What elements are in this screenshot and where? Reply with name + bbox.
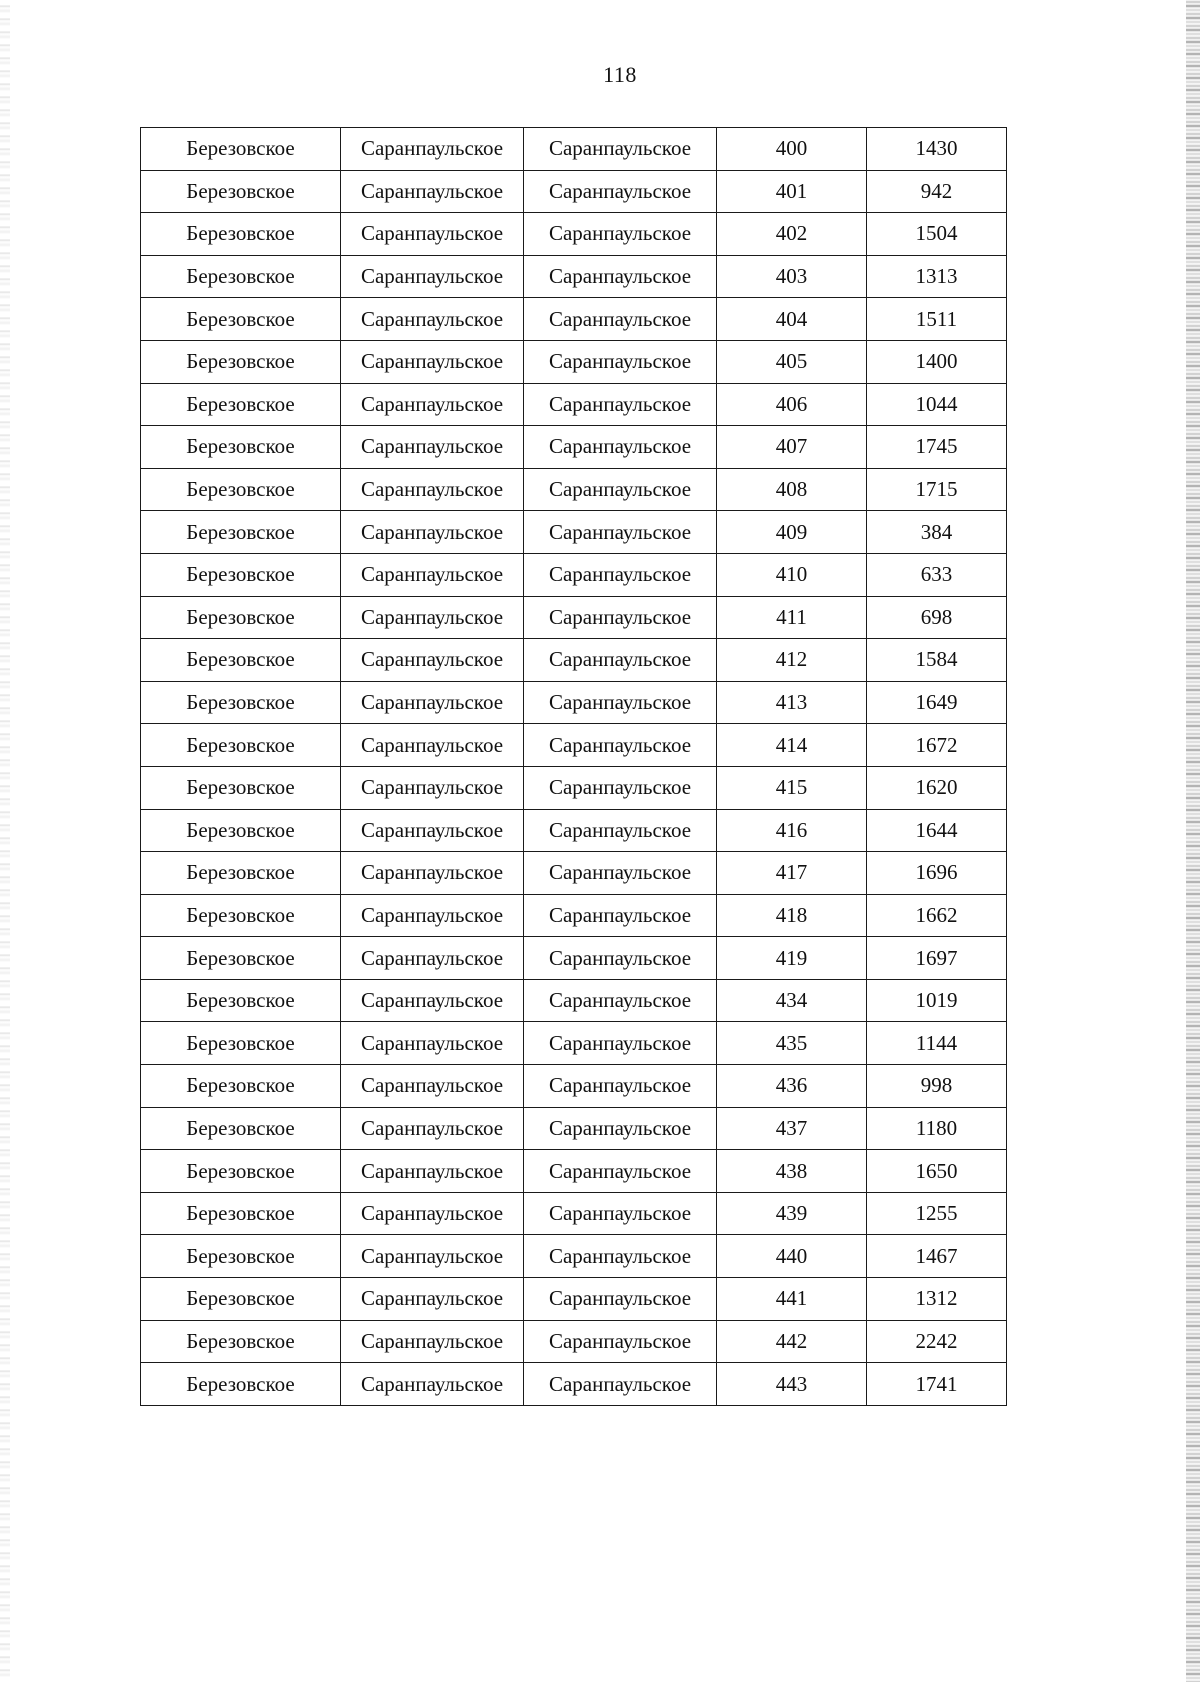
settlement-cell: Саранпаульское xyxy=(341,511,524,554)
value-cell: 1672 xyxy=(867,724,1007,767)
number-cell: 413 xyxy=(717,681,867,724)
locality-cell: Саранпаульское xyxy=(524,596,717,639)
value-cell: 1584 xyxy=(867,639,1007,682)
district-cell: Березовское xyxy=(141,511,341,554)
locality-cell: Саранпаульское xyxy=(524,340,717,383)
district-cell: Березовское xyxy=(141,298,341,341)
settlement-cell: Саранпаульское xyxy=(341,1022,524,1065)
locality-cell: Саранпаульское xyxy=(524,681,717,724)
district-cell: Березовское xyxy=(141,553,341,596)
settlement-cell: Саранпаульское xyxy=(341,213,524,256)
value-cell: 698 xyxy=(867,596,1007,639)
number-cell: 441 xyxy=(717,1278,867,1321)
table-row xyxy=(141,255,1007,298)
scan-edge-right xyxy=(1186,0,1200,1682)
district-cell: Березовское xyxy=(141,766,341,809)
number-cell: 403 xyxy=(717,255,867,298)
settlement-cell: Саранпаульское xyxy=(341,298,524,341)
locality-cell: Саранпаульское xyxy=(524,553,717,596)
district-cell: Березовское xyxy=(141,937,341,980)
settlement-cell: Саранпаульское xyxy=(341,639,524,682)
number-cell: 407 xyxy=(717,426,867,469)
table-row xyxy=(141,1150,1007,1193)
table-row xyxy=(141,979,1007,1022)
locality-cell: Саранпаульское xyxy=(524,511,717,554)
page-number: 118 xyxy=(603,62,637,87)
locality-cell: Саранпаульское xyxy=(524,766,717,809)
district-cell: Березовское xyxy=(141,213,341,256)
locality-cell: Саранпаульское xyxy=(524,809,717,852)
table-body xyxy=(141,128,1007,1406)
value-cell: 1044 xyxy=(867,383,1007,426)
district-cell: Березовское xyxy=(141,852,341,895)
district-cell: Березовское xyxy=(141,809,341,852)
value-cell: 1400 xyxy=(867,340,1007,383)
number-cell: 411 xyxy=(717,596,867,639)
number-cell: 417 xyxy=(717,852,867,895)
district-cell: Березовское xyxy=(141,1022,341,1065)
settlement-cell: Саранпаульское xyxy=(341,553,524,596)
value-cell: 1745 xyxy=(867,426,1007,469)
table-row xyxy=(141,383,1007,426)
table-row xyxy=(141,340,1007,383)
district-cell: Березовское xyxy=(141,639,341,682)
number-cell: 402 xyxy=(717,213,867,256)
table-row xyxy=(141,1235,1007,1278)
number-cell: 412 xyxy=(717,639,867,682)
settlement-cell: Саранпаульское xyxy=(341,1150,524,1193)
table-row xyxy=(141,852,1007,895)
value-cell: 1144 xyxy=(867,1022,1007,1065)
table-row xyxy=(141,724,1007,767)
value-cell: 1312 xyxy=(867,1278,1007,1321)
settlement-cell: Саранпаульское xyxy=(341,128,524,171)
settlement-cell: Саранпаульское xyxy=(341,340,524,383)
district-cell: Березовское xyxy=(141,596,341,639)
locality-cell: Саранпаульское xyxy=(524,426,717,469)
number-cell: 406 xyxy=(717,383,867,426)
value-cell: 998 xyxy=(867,1065,1007,1108)
table-row xyxy=(141,639,1007,682)
value-cell: 1467 xyxy=(867,1235,1007,1278)
locality-cell: Саранпаульское xyxy=(524,937,717,980)
table-row xyxy=(141,298,1007,341)
value-cell: 2242 xyxy=(867,1320,1007,1363)
settlement-cell: Саранпаульское xyxy=(341,1107,524,1150)
value-cell: 1180 xyxy=(867,1107,1007,1150)
number-cell: 401 xyxy=(717,170,867,213)
locality-cell: Саранпаульское xyxy=(524,894,717,937)
settlement-cell: Саранпаульское xyxy=(341,894,524,937)
table-row xyxy=(141,128,1007,171)
number-cell: 415 xyxy=(717,766,867,809)
value-cell: 1255 xyxy=(867,1192,1007,1235)
value-cell: 1649 xyxy=(867,681,1007,724)
value-cell: 1430 xyxy=(867,128,1007,171)
table-row xyxy=(141,681,1007,724)
district-cell: Березовское xyxy=(141,681,341,724)
value-cell: 1715 xyxy=(867,468,1007,511)
settlement-cell: Саранпаульское xyxy=(341,1363,524,1406)
table-row xyxy=(141,894,1007,937)
settlement-cell: Саранпаульское xyxy=(341,1278,524,1321)
district-cell: Березовское xyxy=(141,724,341,767)
locality-cell: Саранпаульское xyxy=(524,724,717,767)
district-cell: Березовское xyxy=(141,340,341,383)
table-row xyxy=(141,213,1007,256)
table-row xyxy=(141,1278,1007,1321)
table-row xyxy=(141,596,1007,639)
settlement-cell: Саранпаульское xyxy=(341,681,524,724)
table-row xyxy=(141,1192,1007,1235)
table-row xyxy=(141,426,1007,469)
district-cell: Березовское xyxy=(141,426,341,469)
locality-cell: Саранпаульское xyxy=(524,1320,717,1363)
value-cell: 1620 xyxy=(867,766,1007,809)
number-cell: 405 xyxy=(717,340,867,383)
locality-cell: Саранпаульское xyxy=(524,383,717,426)
number-cell: 439 xyxy=(717,1192,867,1235)
value-cell: 384 xyxy=(867,511,1007,554)
value-cell: 1650 xyxy=(867,1150,1007,1193)
locality-cell: Саранпаульское xyxy=(524,979,717,1022)
settlement-cell: Саранпаульское xyxy=(341,255,524,298)
settlement-cell: Саранпаульское xyxy=(341,383,524,426)
district-cell: Березовское xyxy=(141,1150,341,1193)
locality-cell: Саранпаульское xyxy=(524,1022,717,1065)
table-row xyxy=(141,1107,1007,1150)
number-cell: 400 xyxy=(717,128,867,171)
settlement-cell: Саранпаульское xyxy=(341,937,524,980)
number-cell: 416 xyxy=(717,809,867,852)
settlement-cell: Саранпаульское xyxy=(341,979,524,1022)
value-cell: 1662 xyxy=(867,894,1007,937)
district-cell: Березовское xyxy=(141,1363,341,1406)
value-cell: 1741 xyxy=(867,1363,1007,1406)
number-cell: 443 xyxy=(717,1363,867,1406)
district-cell: Березовское xyxy=(141,255,341,298)
district-cell: Березовское xyxy=(141,979,341,1022)
district-cell: Березовское xyxy=(141,1320,341,1363)
data-table xyxy=(140,127,1007,1406)
settlement-cell: Саранпаульское xyxy=(341,170,524,213)
locality-cell: Саранпаульское xyxy=(524,298,717,341)
settlement-cell: Саранпаульское xyxy=(341,809,524,852)
locality-cell: Саранпаульское xyxy=(524,1363,717,1406)
settlement-cell: Саранпаульское xyxy=(341,468,524,511)
number-cell: 442 xyxy=(717,1320,867,1363)
value-cell: 1019 xyxy=(867,979,1007,1022)
district-cell: Березовское xyxy=(141,1235,341,1278)
number-cell: 434 xyxy=(717,979,867,1022)
locality-cell: Саранпаульское xyxy=(524,1278,717,1321)
table-row xyxy=(141,766,1007,809)
table-row xyxy=(141,511,1007,554)
locality-cell: Саранпаульское xyxy=(524,1150,717,1193)
table-row xyxy=(141,170,1007,213)
value-cell: 1697 xyxy=(867,937,1007,980)
settlement-cell: Саранпаульское xyxy=(341,1192,524,1235)
number-cell: 436 xyxy=(717,1065,867,1108)
district-cell: Березовское xyxy=(141,1107,341,1150)
number-cell: 437 xyxy=(717,1107,867,1150)
table-row xyxy=(141,468,1007,511)
locality-cell: Саранпаульское xyxy=(524,255,717,298)
locality-cell: Саранпаульское xyxy=(524,639,717,682)
settlement-cell: Саранпаульское xyxy=(341,724,524,767)
settlement-cell: Саранпаульское xyxy=(341,426,524,469)
locality-cell: Саранпаульское xyxy=(524,1235,717,1278)
value-cell: 1644 xyxy=(867,809,1007,852)
locality-cell: Саранпаульское xyxy=(524,128,717,171)
settlement-cell: Саранпаульское xyxy=(341,852,524,895)
value-cell: 1504 xyxy=(867,213,1007,256)
table-row xyxy=(141,1320,1007,1363)
settlement-cell: Саранпаульское xyxy=(341,1235,524,1278)
settlement-cell: Саранпаульское xyxy=(341,596,524,639)
settlement-cell: Саранпаульское xyxy=(341,1065,524,1108)
locality-cell: Саранпаульское xyxy=(524,852,717,895)
value-cell: 1313 xyxy=(867,255,1007,298)
district-cell: Березовское xyxy=(141,1065,341,1108)
scan-edge-left xyxy=(0,0,10,1682)
number-cell: 404 xyxy=(717,298,867,341)
settlement-cell: Саранпаульское xyxy=(341,1320,524,1363)
district-cell: Березовское xyxy=(141,170,341,213)
number-cell: 440 xyxy=(717,1235,867,1278)
number-cell: 410 xyxy=(717,553,867,596)
district-cell: Березовское xyxy=(141,1278,341,1321)
locality-cell: Саранпаульское xyxy=(524,213,717,256)
number-cell: 418 xyxy=(717,894,867,937)
table-row xyxy=(141,937,1007,980)
number-cell: 414 xyxy=(717,724,867,767)
locality-cell: Саранпаульское xyxy=(524,1192,717,1235)
table-row xyxy=(141,1022,1007,1065)
value-cell: 1696 xyxy=(867,852,1007,895)
locality-cell: Саранпаульское xyxy=(524,1107,717,1150)
value-cell: 633 xyxy=(867,553,1007,596)
locality-cell: Саранпаульское xyxy=(524,468,717,511)
number-cell: 408 xyxy=(717,468,867,511)
district-cell: Березовское xyxy=(141,383,341,426)
table-row xyxy=(141,553,1007,596)
number-cell: 435 xyxy=(717,1022,867,1065)
settlement-cell: Саранпаульское xyxy=(341,766,524,809)
locality-cell: Саранпаульское xyxy=(524,170,717,213)
value-cell: 1511 xyxy=(867,298,1007,341)
table-row xyxy=(141,1363,1007,1406)
number-cell: 409 xyxy=(717,511,867,554)
district-cell: Березовское xyxy=(141,468,341,511)
table-row xyxy=(141,809,1007,852)
value-cell: 942 xyxy=(867,170,1007,213)
number-cell: 438 xyxy=(717,1150,867,1193)
district-cell: Березовское xyxy=(141,894,341,937)
district-cell: Березовское xyxy=(141,128,341,171)
district-cell: Березовское xyxy=(141,1192,341,1235)
table-row xyxy=(141,1065,1007,1108)
number-cell: 419 xyxy=(717,937,867,980)
locality-cell: Саранпаульское xyxy=(524,1065,717,1108)
